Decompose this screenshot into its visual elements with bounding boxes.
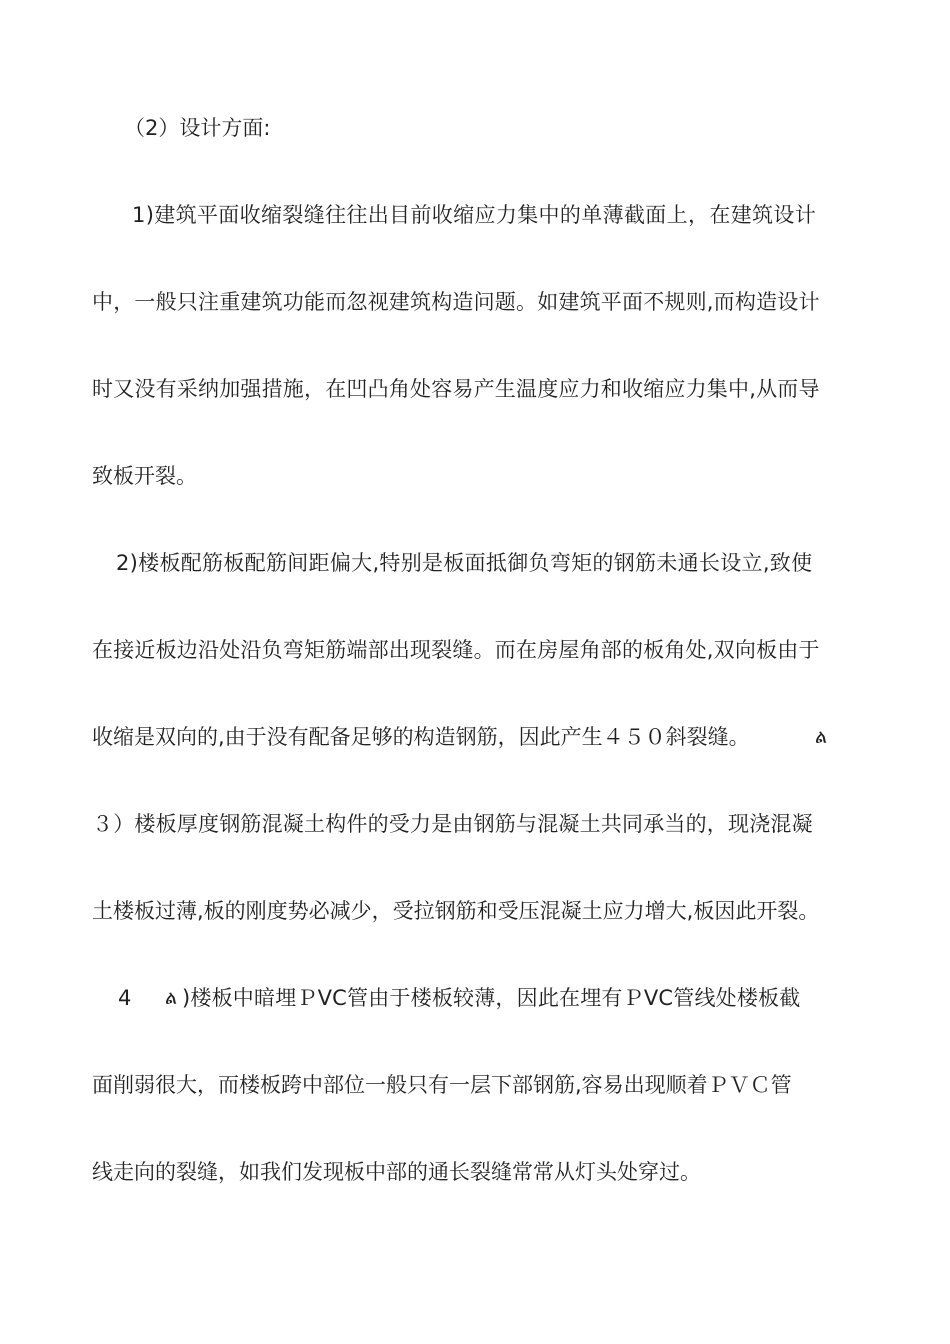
paragraph-4-line-2-text: 面削弱很大，而楼板跨中部位一般只有一层下部钢筋,容易出现顺着ＰＶＣ管 bbox=[92, 1073, 792, 1097]
paragraph-1-line-1 bbox=[0, 195, 950, 235]
paragraph-2-line-3 bbox=[0, 717, 950, 757]
symbol-mark-icon: ል bbox=[815, 726, 828, 748]
paragraph-3-line-2 bbox=[0, 891, 950, 931]
paragraph-1-line-3-text: 时又没有采纳加强措施，在凹凸角处容易产生温度应力和收缩应力集中,从而导 bbox=[92, 377, 820, 401]
paragraph-4-line-2 bbox=[0, 1065, 950, 1105]
paragraph-3-line-1 bbox=[0, 804, 950, 844]
section-heading bbox=[0, 108, 950, 148]
paragraph-1-line-4 bbox=[0, 456, 950, 496]
section-heading-text: （2）设计方面: bbox=[124, 116, 271, 140]
paragraph-4-line-1 bbox=[0, 978, 950, 1018]
paragraph-3-line-2-text: 土楼板过薄,板的刚度势必减少，受拉钢筋和受压混凝土应力增大,板因此开裂。 bbox=[92, 899, 820, 923]
paragraph-1-line-4-text: 致板开裂。 bbox=[92, 464, 197, 488]
paragraph-2-line-3-text: 收缩是双向的,由于没有配备足够的构造钢筋，因此产生４５０斜裂缝。 bbox=[92, 725, 750, 749]
paragraph-4-line-1-text: )楼板中暗埋ＰVC管由于楼板较薄，因此在埋有ＰVC管线处楼板截 bbox=[182, 986, 801, 1010]
paragraph-1-line-2-text: 中，一般只注重建筑功能而忽视建筑构造问题。如建筑平面不规则,而构造设计 bbox=[92, 290, 820, 314]
paragraph-2-line-2-text: 在接近板边沿处沿负弯矩筋端部出现裂缝。而在房屋角部的板角处,双向板由于 bbox=[92, 638, 820, 662]
paragraph-3-line-1-text: ３）楼板厚度钢筋混凝土构件的受力是由钢筋与混凝土共同承当的，现浇混凝 bbox=[92, 812, 813, 836]
paragraph-4-line-3 bbox=[0, 1152, 950, 1192]
paragraph-1-line-1-text: 1)建筑平面收缩裂缝往往出目前收缩应力集中的单薄截面上，在建筑设计 bbox=[132, 203, 817, 227]
paragraph-2-line-1-text: 2)楼板配筋板配筋间距偏大,特别是板面抵御负弯矩的钢筋未通长设立,致使 bbox=[116, 551, 813, 575]
paragraph-2-line-1 bbox=[0, 543, 950, 583]
paragraph-1-line-3 bbox=[0, 369, 950, 409]
paragraph-4-line-3-text: 线走向的裂缝，如我们发现板中部的通长裂缝常常从灯头处穿过。 bbox=[92, 1160, 701, 1184]
paragraph-2-line-2 bbox=[0, 630, 950, 670]
paragraph-4-number: 4 bbox=[118, 986, 132, 1010]
paragraph-1-line-2 bbox=[0, 282, 950, 322]
symbol-mark-icon: ል bbox=[165, 987, 178, 1009]
